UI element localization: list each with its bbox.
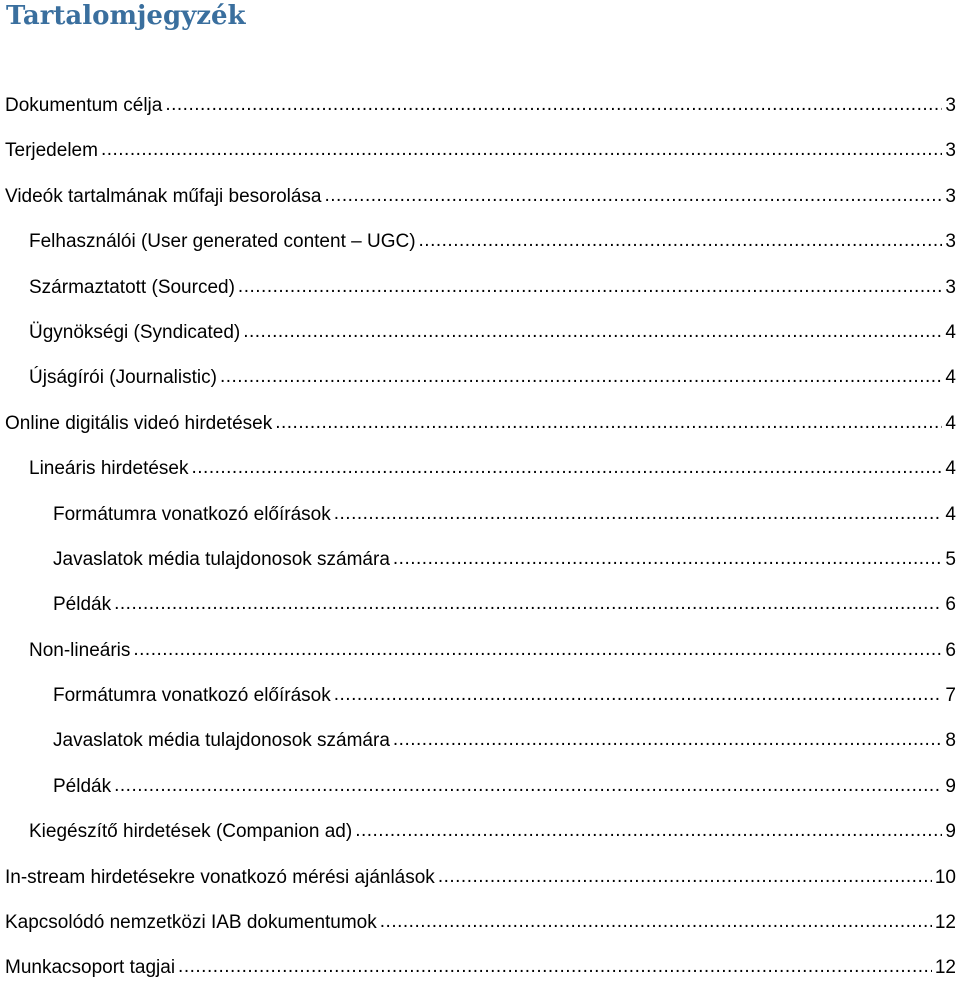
toc-entry[interactable] xyxy=(0,723,960,768)
dot-leader xyxy=(101,132,942,168)
toc-entry[interactable] xyxy=(0,133,960,178)
toc-entry[interactable] xyxy=(0,497,960,542)
toc-entry[interactable] xyxy=(0,406,960,451)
toc-page-number: 8 xyxy=(945,730,956,752)
toc-page-number: 9 xyxy=(945,821,956,843)
dot-leader xyxy=(238,269,943,305)
toc-entry-label: In-stream hirdetésekre vonatkozó mérési ajánlások xyxy=(5,866,435,888)
toc-page-number: 6 xyxy=(945,639,956,661)
toc-entry-label: Ügynökségi (Syndicated) xyxy=(29,321,241,343)
toc-list xyxy=(0,88,960,996)
toc-entry[interactable] xyxy=(0,950,960,995)
toc-page-number: 4 xyxy=(945,367,956,389)
toc-entry[interactable] xyxy=(0,814,960,859)
toc-entry[interactable] xyxy=(0,88,960,133)
toc-page-number: 7 xyxy=(945,685,956,707)
toc-entry[interactable] xyxy=(0,451,960,496)
toc-entry-label: Újságírói (Journalistic) xyxy=(29,367,217,389)
dot-leader xyxy=(114,768,942,804)
dot-leader xyxy=(419,223,943,259)
toc-entry[interactable] xyxy=(0,360,960,405)
toc-page-number: 10 xyxy=(934,866,956,888)
toc-entry-label: Lineáris hirdetések xyxy=(29,458,189,480)
dot-leader xyxy=(380,904,932,940)
dot-leader xyxy=(334,496,943,532)
toc-entry[interactable] xyxy=(0,587,960,632)
toc-page-number: 6 xyxy=(945,594,956,616)
toc-page-number: 3 xyxy=(945,231,956,253)
toc-entry[interactable] xyxy=(0,633,960,678)
dot-leader xyxy=(275,405,942,441)
toc-entry[interactable] xyxy=(0,179,960,224)
dot-leader xyxy=(133,632,942,668)
dot-leader xyxy=(393,541,943,577)
toc-entry[interactable] xyxy=(0,769,960,814)
toc-entry-label: Példák xyxy=(53,775,112,797)
toc-entry[interactable] xyxy=(0,860,960,905)
dot-leader xyxy=(114,586,942,622)
dot-leader xyxy=(220,359,942,395)
toc-page-number: 9 xyxy=(945,775,956,797)
toc-entry-label: Származtatott (Sourced) xyxy=(29,276,235,298)
toc-entry-label: Videók tartalmának műfaji besorolása xyxy=(5,185,322,207)
dot-leader xyxy=(355,813,942,849)
dot-leader xyxy=(393,722,943,758)
page-title: Tartalomjegyzék xyxy=(6,1,246,31)
toc-entry-label: Online digitális videó hirdetések xyxy=(5,412,273,434)
dot-leader xyxy=(191,450,942,486)
dot-leader xyxy=(243,314,942,350)
toc-page-number: 3 xyxy=(945,185,956,207)
toc-entry-label: Dokumentum célja xyxy=(5,95,163,116)
dot-leader xyxy=(438,859,932,895)
toc-entry-label: Terjedelem xyxy=(5,140,98,162)
toc-entry-label: Kapcsolódó nemzetközi IAB dokumentumok xyxy=(5,912,377,934)
toc-page-number: 4 xyxy=(945,458,956,480)
toc-page-number: 4 xyxy=(945,412,956,434)
toc-page-number: 4 xyxy=(945,321,956,343)
toc-entry[interactable] xyxy=(0,224,960,269)
toc-entry-label: Formátumra vonatkozó előírások xyxy=(53,685,331,707)
dot-leader xyxy=(165,87,942,123)
toc-entry-label: Javaslatok média tulajdonosok számára xyxy=(53,730,390,752)
toc-entry[interactable] xyxy=(0,678,960,723)
toc-page-number: 4 xyxy=(945,503,956,525)
toc-entry[interactable] xyxy=(0,542,960,587)
toc-entry-label: Javaslatok média tulajdonosok számára xyxy=(53,548,390,570)
toc-page-number: 5 xyxy=(945,548,956,570)
toc-entry[interactable] xyxy=(0,270,960,315)
toc-entry-label: Felhasználói (User generated content – UGC) xyxy=(29,231,416,253)
toc-page-number: 3 xyxy=(945,95,956,116)
toc-page-number: 12 xyxy=(934,957,956,979)
toc-entry-label: Kiegészítő hirdetések (Companion ad) xyxy=(29,821,353,843)
toc-entry-label: Példák xyxy=(53,594,112,616)
toc-entry[interactable] xyxy=(0,315,960,360)
toc-page-number: 12 xyxy=(934,912,956,934)
dot-leader xyxy=(178,949,932,985)
dot-leader xyxy=(334,677,943,713)
toc-entry-label: Formátumra vonatkozó előírások xyxy=(53,503,331,525)
dot-leader xyxy=(325,178,943,214)
toc-page-number: 3 xyxy=(945,140,956,162)
toc-entry-label: Non-lineáris xyxy=(29,639,131,661)
toc-entry[interactable] xyxy=(0,905,960,950)
toc-page-number: 3 xyxy=(945,276,956,298)
toc-entry-label: Munkacsoport tagjai xyxy=(5,957,176,979)
